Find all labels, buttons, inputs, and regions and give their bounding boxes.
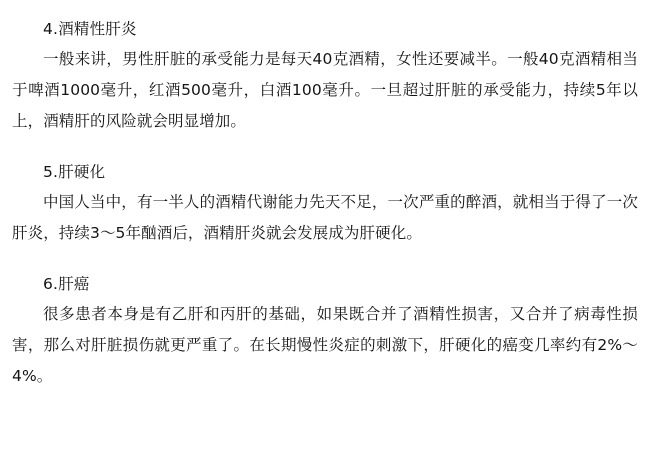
section-heading: 5.肝硬化 xyxy=(43,163,106,181)
section-body: 中国人当中，有一半人的酒精代谢能力先天不足，一次严重的醉酒，就相当于得了一次肝炎，持续3～5年酗酒后，酒精肝炎就会发展成为肝硬化。 xyxy=(12,193,638,242)
section-heading: 4.酒精性肝炎 xyxy=(43,20,137,38)
document-section-6 xyxy=(12,269,638,392)
document-section-4 xyxy=(12,14,638,137)
document-section-5 xyxy=(12,157,638,249)
section-heading: 6.肝癌 xyxy=(43,275,90,293)
section-body: 一般来讲，男性肝脏的承受能力是每天40克酒精，女性还要减半。一般40克酒精相当于啤酒1000毫升，红酒500毫升，白酒100毫升。一旦超过肝脏的承受能力，持续5年以上，酒精肝的风险就会明显增加。 xyxy=(12,50,638,130)
section-body: 很多患者本身是有乙肝和丙肝的基础，如果既合并了酒精性损害，又合并了病毒性损害，那么对肝脏损伤就更严重了。在长期慢性炎症的刺激下，肝硬化的癌变几率约有2%～4%。 xyxy=(12,305,638,385)
